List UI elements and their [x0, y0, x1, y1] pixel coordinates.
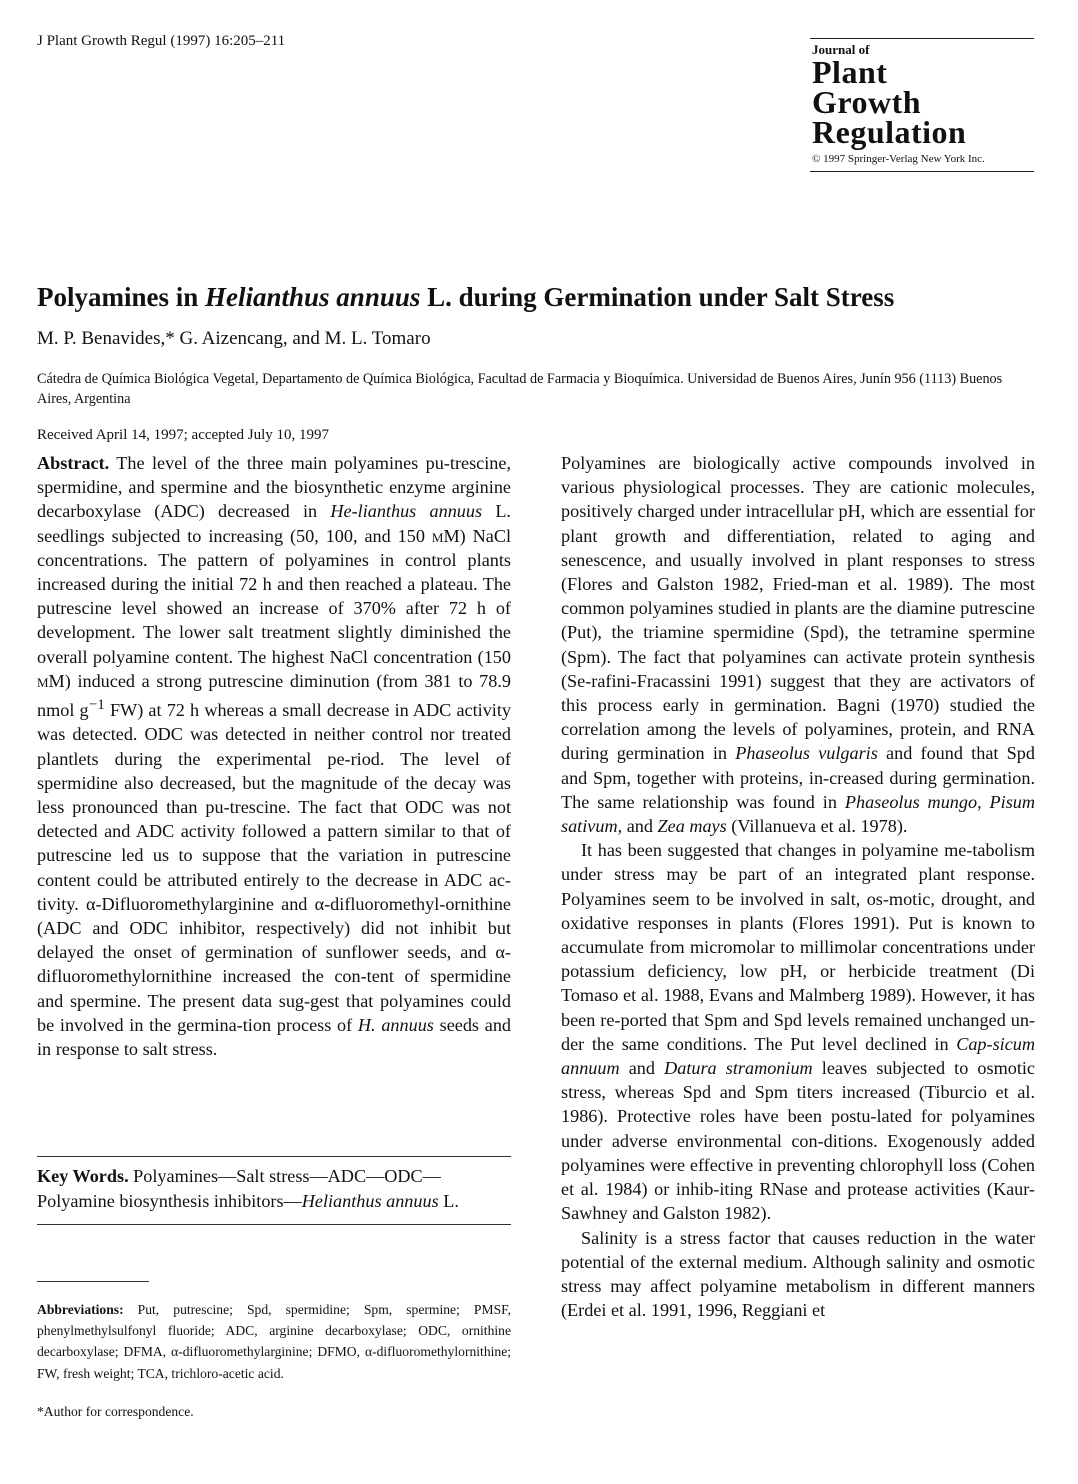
- keywords-text: Polyamines—Salt stress—ADC—ODC—Polyamine biosynthesis inhibitors—: [37, 1166, 441, 1211]
- logo-word-regulation: Regulation: [812, 114, 967, 150]
- abstract-text: L. seedlings subjected to increasing (50, 100, and 150: [37, 501, 511, 546]
- correspondence-note: *Author for correspondence.: [37, 1404, 194, 1419]
- body-species: Phaseolus mungo, Pisum sativum,: [561, 791, 1035, 837]
- abstract-superscript: −1: [88, 696, 105, 714]
- abstract-text: ) NaCl concentrations. The pattern of polyamines in control plants increased during the initial 72 h and then reached a plateau. The putrescine level showed an increase of 370% after 72 h of development. The lower salt treatment slightly diminished the overall polyamine content. The highest NaCl concentration (150: [37, 525, 512, 667]
- keywords-top-rule: [37, 1156, 511, 1157]
- body-text: and: [619, 1058, 665, 1079]
- abstract-column: [37, 451, 511, 1061]
- article-title: [37, 282, 1037, 313]
- logo-journal-of: Journal of: [812, 42, 870, 57]
- abbreviations-label: Abbreviations:: [37, 1302, 124, 1317]
- body-paragraph-3: [561, 1226, 1035, 1323]
- author-list: M. P. Benavides,* G. Aizencang, and M. L. Tomaro: [37, 328, 431, 349]
- body-text: leaves subjected to osmotic stress, whereas Spd and Spm titers increased (Tiburcio et al. 1986). Protective roles have been postu-lated for polyamines under adverse environmental con-ditions. Exogenously added polyamines were effective in preventing chlorophyll loss (Cohen et al. 1984) or inhib-iting RNase and protease activities (Kaur-Sawhney and Galston 1982).: [561, 1058, 1036, 1224]
- abstract-species: H. annuus: [357, 1014, 434, 1035]
- abstract-text: seeds and in response to salt stress.: [37, 1014, 512, 1059]
- keywords-label: Key Words.: [37, 1166, 129, 1186]
- abstract-unit: mM: [431, 525, 460, 546]
- abstract-text: The level of the three main polyamines pu-trescine, spermidine, and spermine and the biosynthetic enzyme arginine decarboxylase (ADC) decreased in: [37, 453, 511, 522]
- abbreviations-text: Put, putrescine; Spd, spermidine; Spm, spermine; PMSF, phenylmethylsulfonyl fluoride; ADC, arginine decarboxylase; ODC, ornithine decarboxylase; DFMA, α-difluoromethylarginine; DFMO, α-difluoromethylornithine; FW, fresh weight; TCA, trichloro-acetic acid.: [37, 1302, 511, 1381]
- body-paragraph-1: [561, 451, 1035, 838]
- keywords-species: Helianthus annuus: [301, 1190, 439, 1211]
- body-paragraph-2: [561, 838, 1035, 1225]
- title-species: Helianthus annuus: [205, 282, 421, 312]
- title-part-2: L. during Germination under Salt Stress: [420, 282, 895, 312]
- body-text: (Villanueva et al. 1978).: [726, 816, 908, 837]
- body-species: Datura stramonium: [664, 1058, 813, 1079]
- abstract-label: Abstract.: [37, 453, 110, 473]
- body-species: Cap-sicum annuum: [561, 1033, 1035, 1079]
- title-part-1: Polyamines in: [37, 282, 206, 312]
- body-text: Polyamines are biologically active compounds involved in various physiological processes. They are cationic molecules, positively charged under intracellular pH, which are essential for plant growth and differentiation, related to aging and senescence, and usually involved in plant responses to stress (Flores and Galston 1982, Fried-man et al. 1989). The most common polyamines studied in plants are the diamine putrescine (Put), the triamine spermidine (Spd), the tetramine spermine (Spm). The fact that polyamines can activate protein synthesis (Se-rafini-Fracassini 1991) suggest that they are activators of this process early in germination. Bagni (1970) studied the correlation among the levels of polyamines, protein, and RNA during germination in: [561, 453, 1035, 764]
- abstract-text: ) induced a strong putrescine diminution (from 381 to 78.9 nmol g: [37, 670, 511, 721]
- copyright-notice: © 1997 Springer-Verlag New York Inc.: [812, 153, 985, 165]
- footnote-rule: [37, 1281, 149, 1282]
- body-species: Phaseolus vulgaris: [735, 743, 878, 764]
- abbreviations-paragraph: [37, 1299, 511, 1384]
- logo-word-plant: Plant: [812, 54, 888, 90]
- key-words: [37, 1164, 511, 1213]
- logo-word-growth: Growth: [812, 84, 922, 120]
- body-text: and found that Spd and Spm, together with proteins, in-creased during germination. The same relationship was found in: [561, 743, 1035, 812]
- body-species: Zea mays: [657, 816, 727, 837]
- abstract-species: He-lianthus annuus: [330, 501, 483, 522]
- body-text: and: [622, 816, 658, 837]
- abstract-paragraph: [37, 451, 511, 1061]
- affiliation: Cátedra de Química Biológica Vegetal, Departamento de Química Biológica, Facultad de Farmacia y Bioquímica. Universidad de Buenos Aires, Junín 956 (1113) Buenos Aires, Argentina: [37, 371, 1003, 407]
- abstract-unit: mM: [37, 670, 65, 691]
- received-dates: Received April 14, 1997; accepted July 10, 1997: [37, 427, 330, 443]
- abbreviations-footnote: [37, 1299, 511, 1384]
- journal-logo: [810, 38, 1034, 172]
- journal-citation: J Plant Growth Regul (1997) 16:205–211: [37, 33, 286, 49]
- body-text: Salinity is a stress factor that causes reduction in the water potential of the external medium. Although salinity and osmotic stress may affect polyamine metabolism in different manners (Erdei et al. 1991, 1996, Reggiani et: [561, 1227, 1035, 1321]
- body-text: It has been suggested that changes in polyamine me-tabolism under stress may be part of an integrated plant response. Polyamines seem to be involved in salt, os-motic, drought, and oxidative responses in plants (Flores 1991). Put is known to accumulate from micromolar to millimolar concentrations under potassium deficiency, low pH, or herbicide treatment (Di Tomaso et al. 1988, Evans and Malmberg 1989). However, it has been re-ported that Spm and Spd levels remained unchanged un-der the same conditions. The Put level declined in: [561, 840, 1035, 1054]
- keywords-suffix: L.: [438, 1190, 459, 1211]
- abstract-text: FW) at 72 h whereas a small decrease in ADC activity was detected. ODC was detected in neither control nor treated plantlets during the experimental pe-riod. The level of spermidine also decreased, but the magnitude of the decay was less pronounced than pu-trescine. The fact that ODC was not detected and ADC activity followed a pattern similar to that of putrescine led us to suppose that the variation in putrescine content could be attributed entirely to the decrease in ADC ac-tivity. α-Difluoromethylarginine and α-difluoromethyl-ornithine (ADC and ODC inhibitor, respectively) did not inhibit but delayed the onset of germination of sunflower seeds, and α-difluoromethylornithine increased the con-tent of spermidine and spermine. The present data sug-gest that polyamines could be involved in the germina-tion process of: [37, 700, 511, 1035]
- body-column: [561, 451, 1035, 1322]
- keywords-bottom-rule: [37, 1224, 511, 1225]
